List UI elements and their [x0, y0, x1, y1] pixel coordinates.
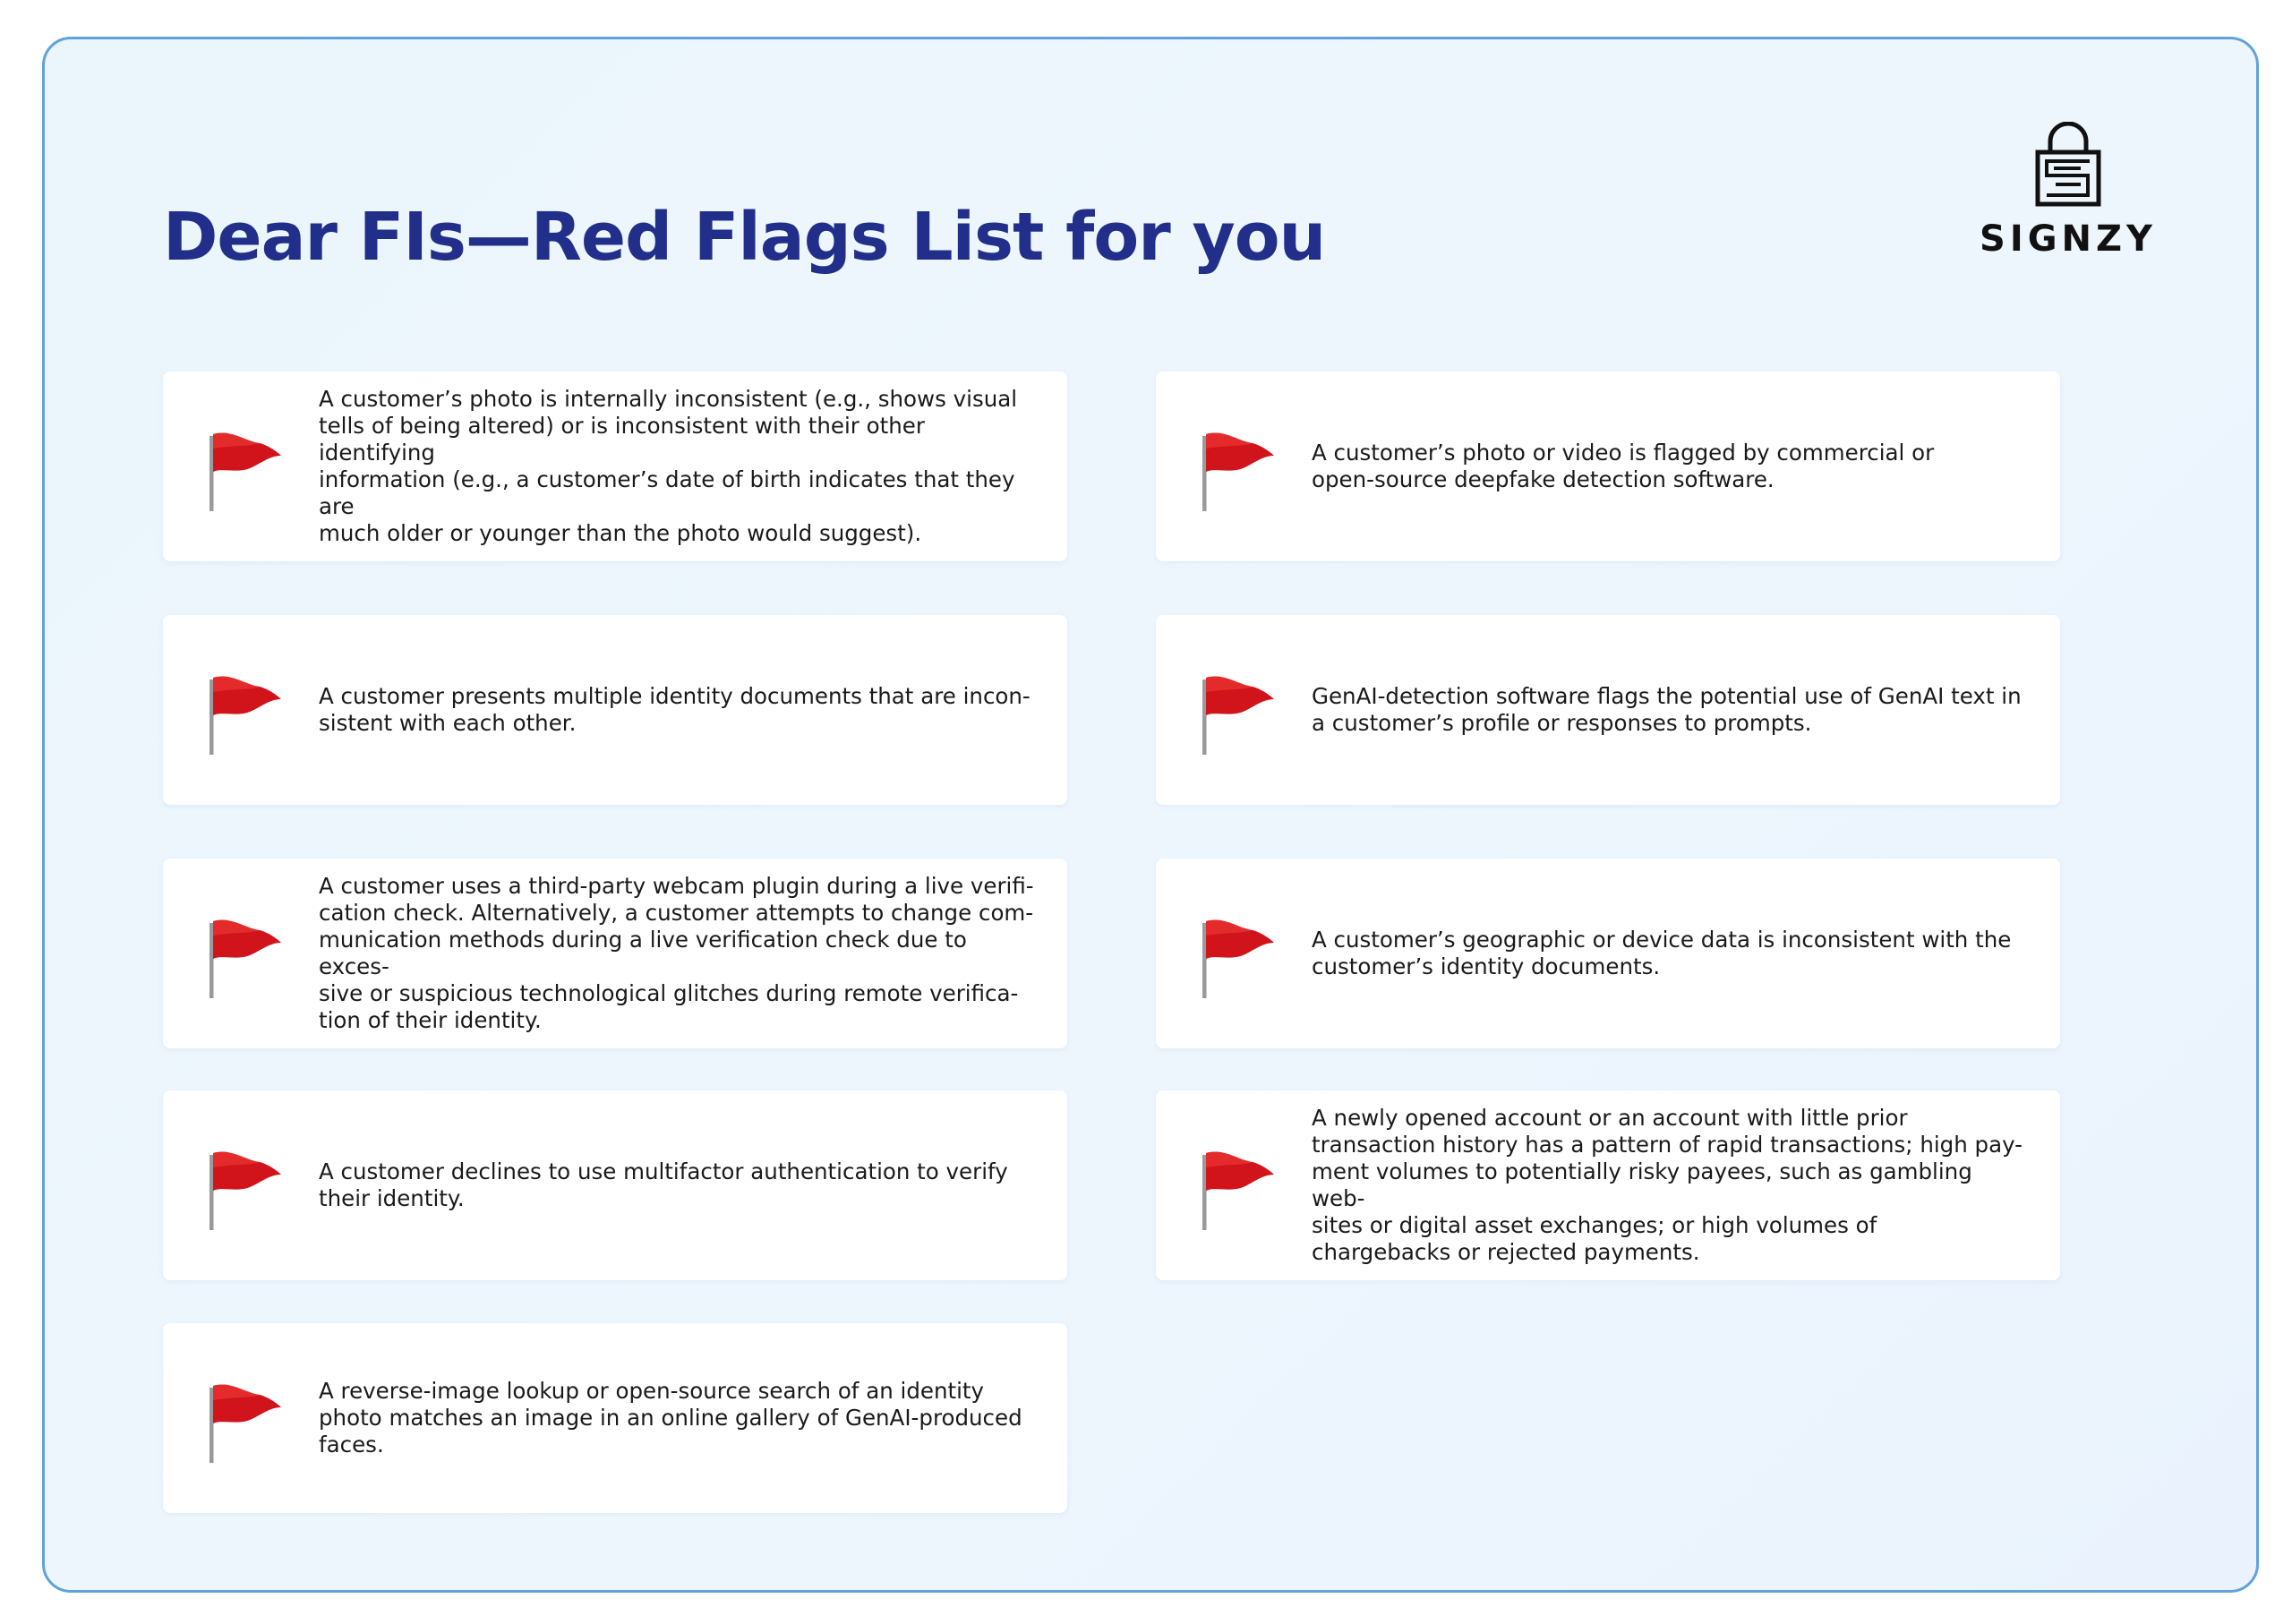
- flag-text: A customer uses a third-party webcam plugin during a live verifi- cation check. Alternatively, a customer attempts to change com- munication methods during a live verification check due to exces- sive or suspicious technological glitches during remote verifica- tion of their identity.: [319, 873, 1034, 1033]
- red-flag-icon: [208, 1148, 285, 1230]
- flag-text: A newly opened account or an account with little prior transaction history has a pattern of rapid transactions; high pay- ment volumes to potentially risky payees, such as gambling web- sites or digital asset exchanges; or high volumes of chargebacks or rejected payments.: [1312, 1105, 2023, 1265]
- red-flag-card: [1156, 372, 2060, 561]
- logo-wordmark: SIGNZY: [1980, 218, 2157, 260]
- flag-text: A customer presents multiple identity documents that are incon- sistent with each other.: [319, 683, 1031, 736]
- red-flag-card: [163, 859, 1067, 1048]
- signzy-logo: [1961, 122, 2176, 265]
- red-flag-icon: [208, 1380, 285, 1463]
- red-flag-card: [163, 1090, 1067, 1280]
- flag-text: A customer declines to use multifactor authentication to verify their identity.: [319, 1158, 1008, 1211]
- red-flag-card: [163, 372, 1067, 561]
- red-flag-icon: [1201, 429, 1278, 511]
- flag-text: A reverse-image lookup or open-source search of an identity photo matches an image in an online gallery of GenAI-produced faces.: [319, 1378, 1022, 1457]
- red-flag-card: [163, 1323, 1067, 1513]
- flag-text: A customer’s geographic or device data is inconsistent with the customer’s identity documents.: [1312, 927, 2012, 979]
- lock-maze-icon: [2034, 122, 2102, 208]
- red-flag-icon: [1201, 916, 1278, 998]
- red-flag-card: [1156, 615, 2060, 805]
- red-flag-icon: [1201, 672, 1278, 755]
- red-flag-card: [163, 615, 1067, 805]
- red-flag-icon: [208, 672, 285, 755]
- flag-text: A customer’s photo is internally inconsistent (e.g., shows visual tells of being altered) or is inconsistent with their other identifying information (e.g., a customer’s date of birth indicates that they are much older or younger than the photo would suggest).: [319, 386, 1018, 546]
- red-flag-icon: [1201, 1148, 1278, 1230]
- flag-text: GenAI-detection software flags the potential use of GenAI text in a customer’s profile or responses to prompts.: [1312, 683, 2022, 736]
- page-title: Dear FIs—Red Flags List for you: [163, 199, 1326, 276]
- flag-text: A customer’s photo or video is flagged by commercial or open-source deepfake detection software.: [1312, 440, 1935, 492]
- red-flag-card: [1156, 1090, 2060, 1280]
- red-flag-icon: [208, 916, 285, 998]
- red-flag-icon: [208, 429, 285, 511]
- red-flag-card: [1156, 859, 2060, 1048]
